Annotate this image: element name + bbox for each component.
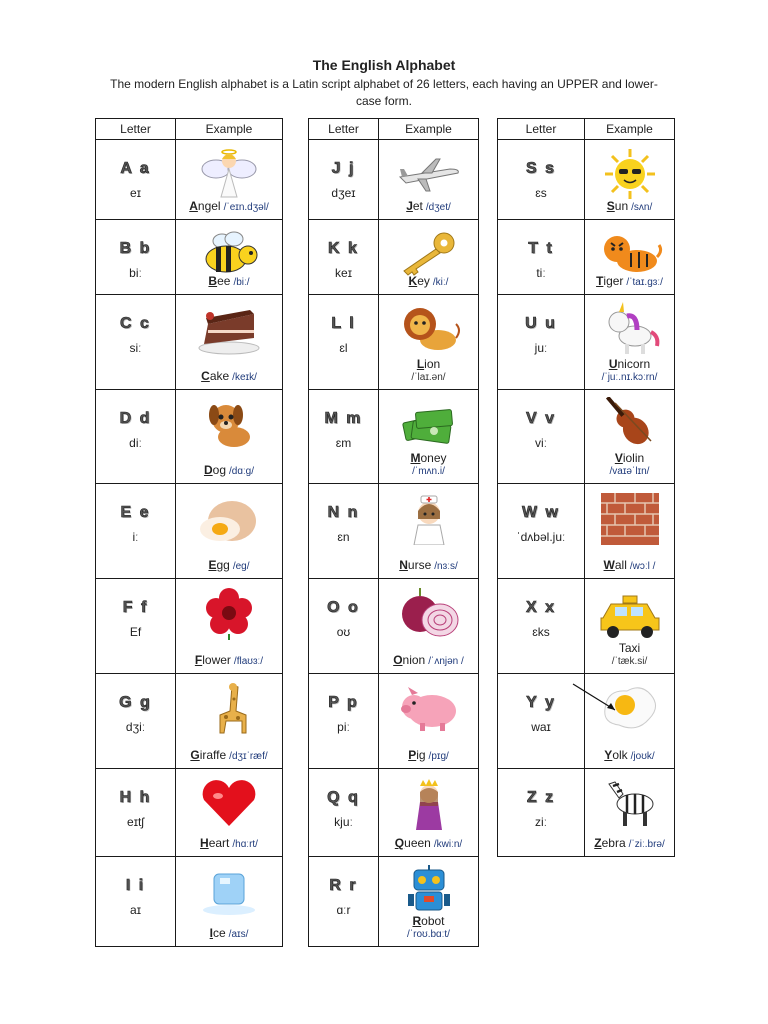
example-pronunciation: /vaɪəˈlɪn/ bbox=[609, 466, 650, 477]
example-initial: C bbox=[201, 369, 210, 383]
example-word bbox=[176, 836, 282, 852]
alphabet-row bbox=[498, 484, 675, 579]
letter-pair: Q q bbox=[327, 789, 360, 806]
example-header: Example bbox=[585, 119, 675, 140]
example-initial: Z bbox=[594, 836, 602, 850]
example-rest: ake bbox=[209, 369, 230, 383]
example-word bbox=[176, 748, 282, 764]
key-icon bbox=[396, 227, 462, 281]
letter-pair: E e bbox=[120, 504, 151, 521]
example-initial: F bbox=[194, 653, 203, 667]
example-rest: ueen bbox=[404, 836, 431, 850]
letter-pair: T t bbox=[528, 240, 554, 257]
example-word bbox=[176, 926, 282, 942]
example-cell bbox=[585, 579, 675, 674]
example-cell bbox=[585, 295, 675, 390]
letter-pair: K k bbox=[328, 240, 359, 257]
letter-pronunciation: kjuː bbox=[334, 815, 353, 829]
money-icon bbox=[396, 397, 462, 451]
letter-cell bbox=[309, 140, 379, 220]
alphabet-row bbox=[96, 140, 283, 220]
example-initial: Y bbox=[604, 748, 613, 762]
letter-pronunciation: eɪtʃ bbox=[127, 815, 144, 829]
letter-cell bbox=[309, 769, 379, 857]
example-rest: ebra bbox=[601, 836, 626, 850]
heart-icon bbox=[196, 776, 262, 830]
letter-pronunciation: aɪ bbox=[130, 903, 141, 917]
example-word bbox=[379, 653, 478, 669]
letter-pronunciation: tiː bbox=[536, 266, 546, 280]
example-pronunciation: /ˈtaɪ.gɜː/ bbox=[626, 277, 663, 288]
example-pronunciation: /aɪs/ bbox=[228, 929, 249, 940]
alphabet-row bbox=[96, 484, 283, 579]
alphabet-row bbox=[309, 295, 479, 390]
letter-pair: C c bbox=[120, 315, 151, 332]
dog-icon bbox=[196, 397, 262, 451]
example-rest: et bbox=[412, 199, 423, 213]
letter-cell bbox=[96, 140, 176, 220]
example-cell bbox=[176, 769, 283, 857]
example-pronunciation: /ˈʌnjən / bbox=[428, 656, 464, 667]
arrow-icon bbox=[571, 682, 621, 716]
letter-pronunciation: oʊ bbox=[336, 625, 351, 639]
letter-cell bbox=[309, 674, 379, 769]
letter-pair: W w bbox=[522, 504, 560, 521]
letter-pair: U u bbox=[525, 315, 557, 332]
example-pronunciation: /kiː/ bbox=[432, 277, 449, 288]
example-cell bbox=[176, 390, 283, 484]
alphabet-row bbox=[498, 674, 675, 769]
example-pronunciation: /biː/ bbox=[233, 277, 250, 288]
example-pronunciation: /kwiːn/ bbox=[433, 839, 463, 850]
example-word bbox=[379, 274, 478, 290]
letter-pair: M m bbox=[324, 410, 363, 427]
wall-icon bbox=[597, 491, 663, 545]
alphabet-row bbox=[309, 579, 479, 674]
example-cell bbox=[379, 295, 479, 390]
letter-pronunciation: ɑːr bbox=[336, 903, 351, 917]
example-cell bbox=[176, 220, 283, 295]
letter-pair: P p bbox=[328, 694, 359, 711]
letter-cell bbox=[96, 674, 176, 769]
example-initial: I bbox=[209, 926, 213, 940]
cake-icon bbox=[196, 302, 262, 356]
example-rest: ion bbox=[424, 357, 441, 371]
alphabet-row bbox=[96, 674, 283, 769]
example-word bbox=[585, 274, 674, 290]
example-cell bbox=[379, 220, 479, 295]
letter-pronunciation: biː bbox=[129, 266, 142, 280]
letter-cell bbox=[498, 220, 585, 295]
example-initial: D bbox=[203, 463, 213, 477]
alphabet-row bbox=[96, 769, 283, 857]
alphabet-row bbox=[498, 295, 675, 390]
example-initial: V bbox=[614, 451, 623, 465]
example-pronunciation: /nɜːs/ bbox=[434, 561, 458, 572]
example-word bbox=[585, 357, 674, 385]
example-pronunciation: /eg/ bbox=[232, 561, 250, 572]
letter-cell bbox=[309, 857, 379, 947]
example-rest: all bbox=[614, 558, 627, 572]
example-initial: E bbox=[208, 558, 217, 572]
letter-pronunciation: dʒeɪ bbox=[331, 186, 356, 200]
example-cell bbox=[585, 390, 675, 484]
letter-cell bbox=[498, 295, 585, 390]
example-rest: nion bbox=[402, 653, 426, 667]
example-word bbox=[585, 451, 674, 479]
letter-pair: A a bbox=[120, 160, 151, 177]
alphabet-row bbox=[498, 140, 675, 220]
example-cell bbox=[585, 484, 675, 579]
letter-pair: Z z bbox=[526, 789, 556, 806]
example-rest: iraffe bbox=[199, 748, 227, 762]
letter-cell bbox=[309, 220, 379, 295]
letter-cell bbox=[309, 484, 379, 579]
example-rest: og bbox=[212, 463, 226, 477]
letter-pair: H h bbox=[119, 789, 152, 806]
alphabet-table-1 bbox=[95, 118, 283, 947]
example-rest: gg bbox=[216, 558, 230, 572]
letter-pair: R r bbox=[329, 877, 358, 894]
letter-pronunciation: keɪ bbox=[335, 266, 352, 280]
letter-pronunciation: ˈdʌbəl.juː bbox=[516, 530, 566, 544]
alphabet-row bbox=[498, 220, 675, 295]
example-rest: nicorn bbox=[617, 357, 651, 371]
example-initial: K bbox=[408, 274, 418, 288]
example-pronunciation: /dʒet/ bbox=[425, 202, 451, 213]
example-pronunciation: /dɑːɡ/ bbox=[229, 466, 255, 477]
example-initial: R bbox=[412, 914, 422, 928]
example-rest: Taxi bbox=[618, 641, 641, 655]
flower-icon bbox=[196, 586, 262, 640]
intro-text: The modern English alphabet is a Latin script alphabet of 26 letters, each having an UPPER and lower-case form. bbox=[110, 77, 658, 108]
alphabet-row bbox=[96, 295, 283, 390]
example-cell bbox=[176, 484, 283, 579]
alphabet-row bbox=[309, 390, 479, 484]
example-cell bbox=[379, 140, 479, 220]
alphabet-row bbox=[309, 484, 479, 579]
letter-pronunciation: diː bbox=[129, 436, 142, 450]
letter-cell bbox=[498, 390, 585, 484]
letter-pronunciation: siː bbox=[129, 341, 142, 355]
example-initial: B bbox=[208, 274, 218, 288]
alphabet-table-2 bbox=[308, 118, 479, 947]
letter-cell bbox=[498, 140, 585, 220]
example-initial: T bbox=[596, 274, 604, 288]
letter-pair: D d bbox=[119, 410, 152, 427]
example-word bbox=[176, 274, 282, 290]
ice-icon bbox=[196, 864, 262, 918]
alphabet-row bbox=[96, 579, 283, 674]
letter-pair: S s bbox=[525, 160, 556, 177]
example-header: Example bbox=[379, 119, 479, 140]
example-word bbox=[379, 836, 478, 852]
example-rest: obot bbox=[421, 914, 445, 928]
letter-cell bbox=[96, 484, 176, 579]
example-pronunciation: /keɪk/ bbox=[232, 372, 257, 383]
unicorn-icon bbox=[597, 302, 663, 356]
example-cell bbox=[379, 390, 479, 484]
queen-icon bbox=[396, 776, 462, 830]
alphabet-row bbox=[498, 579, 675, 674]
example-word bbox=[585, 836, 674, 852]
letter-pronunciation: juː bbox=[534, 341, 548, 355]
example-initial: A bbox=[189, 199, 198, 213]
violin-icon bbox=[597, 397, 663, 451]
example-pronunciation: /ˈmʌn.i/ bbox=[412, 466, 445, 477]
letter-pair: G g bbox=[119, 694, 152, 711]
alphabet-row bbox=[309, 857, 479, 947]
example-cell bbox=[379, 769, 479, 857]
example-initial: L bbox=[416, 357, 425, 371]
example-word bbox=[379, 748, 478, 764]
example-cell bbox=[176, 674, 283, 769]
example-pronunciation: /dʒɪˈræf/ bbox=[229, 751, 268, 762]
example-rest: iger bbox=[603, 274, 624, 288]
letter-cell bbox=[309, 579, 379, 674]
letter-pronunciation: waɪ bbox=[531, 720, 551, 734]
alphabet-table-3 bbox=[497, 118, 675, 857]
example-word bbox=[379, 558, 478, 574]
lion-icon bbox=[396, 302, 462, 356]
example-rest: oney bbox=[420, 451, 447, 465]
alphabet-row bbox=[309, 220, 479, 295]
example-initial: S bbox=[606, 199, 615, 213]
letter-pronunciation: dʒiː bbox=[125, 720, 146, 734]
example-word bbox=[176, 558, 282, 574]
letter-cell bbox=[498, 579, 585, 674]
alphabet-row bbox=[96, 390, 283, 484]
example-word bbox=[176, 653, 282, 669]
example-word bbox=[585, 558, 674, 574]
example-pronunciation: /wɔːl / bbox=[629, 561, 656, 572]
giraffe-icon bbox=[196, 681, 262, 735]
letter-cell bbox=[96, 769, 176, 857]
letter-pronunciation: ɛm bbox=[335, 436, 352, 450]
angel-icon bbox=[196, 147, 262, 201]
example-cell bbox=[379, 579, 479, 674]
example-pronunciation: /sʌn/ bbox=[631, 202, 653, 213]
page-title: The English Alphabet bbox=[312, 57, 456, 73]
example-word bbox=[379, 199, 478, 215]
alphabet-row bbox=[498, 769, 675, 857]
example-initial: J bbox=[406, 199, 413, 213]
example-pronunciation: /ˈtæk.si/ bbox=[611, 656, 648, 667]
letter-pair: I i bbox=[125, 877, 146, 894]
tiger-icon bbox=[597, 227, 663, 281]
nurse-icon bbox=[396, 491, 462, 545]
egg-icon bbox=[196, 491, 262, 545]
example-pronunciation: /ˈziː.brə/ bbox=[628, 839, 665, 850]
alphabet-row bbox=[309, 769, 479, 857]
letter-cell bbox=[96, 390, 176, 484]
letter-pair: O o bbox=[327, 599, 360, 616]
letter-cell bbox=[309, 390, 379, 484]
onion-icon bbox=[396, 586, 462, 640]
letter-pronunciation: ɛl bbox=[339, 341, 348, 355]
alphabet-row bbox=[498, 390, 675, 484]
example-rest: lower bbox=[202, 653, 231, 667]
example-pronunciation: /pɪɡ/ bbox=[428, 751, 449, 762]
letter-cell bbox=[96, 220, 176, 295]
example-word bbox=[176, 199, 282, 215]
example-pronunciation: /ˈjuː.nɪ.kɔːrn/ bbox=[601, 372, 658, 383]
example-word bbox=[176, 369, 282, 385]
example-rest: eart bbox=[208, 836, 230, 850]
robot-icon bbox=[396, 864, 462, 918]
example-rest: ce bbox=[212, 926, 226, 940]
letter-pair: J j bbox=[331, 160, 356, 177]
letter-pronunciation: iː bbox=[132, 530, 139, 544]
taxi-icon bbox=[597, 586, 663, 640]
example-pronunciation: /ˈeɪn.dʒəl/ bbox=[223, 202, 269, 213]
letter-pronunciation: ɛn bbox=[337, 530, 350, 544]
letter-pair: N n bbox=[327, 504, 360, 521]
letter-pair: Y y bbox=[526, 694, 556, 711]
example-word bbox=[379, 451, 478, 479]
example-initial: O bbox=[393, 653, 403, 667]
example-pronunciation: /joʊk/ bbox=[630, 751, 655, 762]
letter-pronunciation: Ef bbox=[129, 625, 142, 639]
example-rest: un bbox=[614, 199, 629, 213]
example-word bbox=[585, 199, 674, 215]
alphabet-row bbox=[96, 220, 283, 295]
example-initial: U bbox=[608, 357, 618, 371]
example-cell bbox=[585, 220, 675, 295]
example-cell bbox=[585, 674, 675, 769]
example-initial: Q bbox=[394, 836, 405, 850]
alphabet-row bbox=[309, 140, 479, 220]
example-initial: G bbox=[190, 748, 200, 762]
example-pronunciation: /ˈlaɪ.ən/ bbox=[411, 372, 446, 383]
letter-header: Letter bbox=[96, 119, 176, 140]
letter-pair: L l bbox=[331, 315, 356, 332]
example-cell bbox=[379, 674, 479, 769]
example-cell bbox=[176, 295, 283, 390]
letter-cell bbox=[498, 484, 585, 579]
example-pronunciation: /flaʊɜː/ bbox=[233, 656, 264, 667]
example-initial: M bbox=[410, 451, 421, 465]
letter-pair: X x bbox=[525, 599, 556, 616]
example-rest: ey bbox=[417, 274, 430, 288]
zebra-icon bbox=[597, 776, 663, 830]
letter-pair: F f bbox=[122, 599, 149, 616]
letter-header: Letter bbox=[309, 119, 379, 140]
example-header: Example bbox=[176, 119, 283, 140]
example-rest: iolin bbox=[622, 451, 645, 465]
example-word bbox=[379, 357, 478, 385]
letter-cell bbox=[96, 295, 176, 390]
example-cell bbox=[585, 140, 675, 220]
letter-pronunciation: ɛs bbox=[535, 186, 547, 200]
example-word bbox=[176, 463, 282, 479]
example-cell bbox=[379, 484, 479, 579]
example-pronunciation: /hɑːrt/ bbox=[232, 839, 258, 850]
example-rest: urse bbox=[407, 558, 432, 572]
letter-pair: B b bbox=[119, 240, 152, 257]
letter-cell bbox=[309, 295, 379, 390]
letter-cell bbox=[96, 579, 176, 674]
example-word bbox=[585, 748, 674, 764]
example-word bbox=[379, 914, 478, 942]
example-pronunciation: /ˈroʊ.bɑːt/ bbox=[407, 929, 450, 940]
jet-icon bbox=[396, 147, 462, 201]
sun-icon bbox=[597, 147, 663, 201]
example-cell bbox=[585, 769, 675, 857]
letter-pair: V v bbox=[525, 410, 556, 427]
letter-pronunciation: piː bbox=[337, 720, 350, 734]
example-cell bbox=[176, 579, 283, 674]
example-cell bbox=[176, 857, 283, 947]
example-rest: ig bbox=[416, 748, 426, 762]
alphabet-row bbox=[96, 857, 283, 947]
example-initial: N bbox=[399, 558, 408, 572]
letter-pronunciation: ɛks bbox=[532, 625, 550, 639]
example-cell bbox=[176, 140, 283, 220]
letter-pronunciation: eɪ bbox=[130, 186, 141, 200]
example-rest: ee bbox=[217, 274, 231, 288]
pig-icon bbox=[396, 681, 462, 735]
example-rest: ngel bbox=[197, 199, 221, 213]
letter-header: Letter bbox=[498, 119, 585, 140]
alphabet-row bbox=[309, 674, 479, 769]
letter-pronunciation: viː bbox=[535, 436, 547, 450]
example-initial: P bbox=[408, 748, 417, 762]
letter-cell bbox=[498, 769, 585, 857]
letter-cell bbox=[96, 857, 176, 947]
example-rest: olk bbox=[612, 748, 628, 762]
example-cell bbox=[379, 857, 479, 947]
bee-icon bbox=[196, 227, 262, 281]
example-initial: W bbox=[603, 558, 615, 572]
example-initial: H bbox=[200, 836, 209, 850]
letter-pronunciation: ziː bbox=[535, 815, 547, 829]
example-word bbox=[585, 641, 674, 669]
